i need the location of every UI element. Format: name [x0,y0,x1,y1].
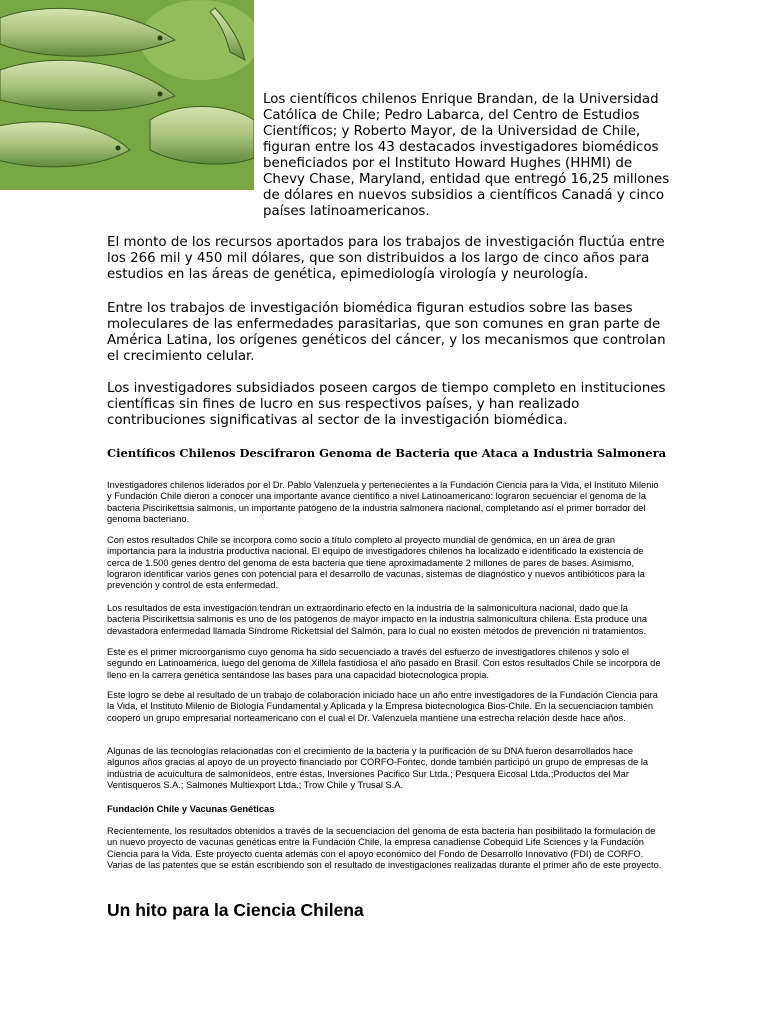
intro-paragraph-3: Entre los trabajos de investigación biomédica figuran estudios sobre las bases moleculares de las enfermedades parasitarias, que son comunes en gran parte de América Latina, los orígenes genéticos del cáncer, y los mecanismos que controlan el crecimiento celular. [107,301,666,364]
article-paragraph-3: Los resultados de esta investigación tendrán un extraordinario efecto en la industria de la salmonicultura nacional, dado que la bacteria Piscirikettsia salmonis es uno de los patógenos de mayor impacto en la industria salmonicultura chilena. Esta produce una devastadora enfermedad llamada Síndrome Rickettsial del Salmón, para lo cual no existen métodos de prevención ni tratamientos. [107,603,648,636]
article-subheading: Fundación Chile y Vacunas Genéticas [107,804,275,814]
article-heading: Científicos Chilenos Descifraron Genoma de Bacteria que Ataca a Industria Salmonera [107,446,667,460]
intro-paragraph-2: El monto de los recursos aportados para los trabajos de investigación fluctúa entre los 266 mil y 450 mil dólares, que son distribuidos a los largo de cinco años para estudios en las áreas de genética, epimediología virología y neurología. [107,235,665,282]
section-heading: Un hito para la Ciencia Chilena [107,900,364,920]
intro-paragraph-4: Los investigadores subsidiados poseen cargos de tiempo completo en instituciones científicas sin fines de lucro en sus respectivos países, y han realizado contribuciones significativas al sector de la investigación biomédica. [107,381,666,428]
article-paragraph-2: Con estos resultados Chile se incorpora como socio a título completo al proyecto mundial de genómica, en un área de gran importancia para la industria productiva nacional. El equipo de investigadores chilenos ha localizado e identificado la existencia de cerca de 1.500 genes dentro del genoma de esta bacteria que tiene aproximadamente 2 millones de pares de bases. Asimismo, lograron identificar varios genes con potencial para el desarrollo de vacunas, sistemas de diagnóstico y nuevos antibióticos para la prevención y control de esta enfermedad. [107,535,645,591]
article-paragraph-4: Este es el primer microorganismo cuyo genoma ha sido secuenciado a través del esfuerzo de investigadores chilenos y solo el segundo en Latinoamérica, luego del genoma de Xillela fastidiosa el año pasado en Brasil. Con estos resultados Chile se incorpora de lleno en la carrera genética sentándose las bases para una capacidad biotecnologica propia. [107,647,661,680]
intro-text: Los científicos chilenos Enrique Brandan, de la Universidad Católica de Chile; Pedro Labarca, del Centro de Estudios Científicos; y Roberto Mayor, de la Universidad de Chile, figuran entre los 43 destacados investigadores biomédicos beneficiados por el Instituto Howard Hughes (HHMI) de Chevy Chase, Maryland, entidad que entregó 16,25 millones de dólares en nuevos subsidios a científicos Canadá y cinco países latinoamericanos. [263,92,670,219]
article-paragraph-1: Investigadores chilenos liderados por el Dr. Pablo Valenzuela y pertenecientes a la Fundación Ciencia para la Vida, el Instituto Milenio y Fundación Chile dieron a conocer una importante avance científico a nivel Latinoamericano: lograron secuenciar el genoma de la bacteria Piscirikettsia salmonis, un importante patógeno de la industria salmonera nacional, completando así el primer borrador del genoma bacteriano. [107,480,659,524]
intro-paragraph-1 [107,92,677,220]
article-closing-paragraph: Recientemente, los resultados obtenidos a través de la secuenciacion del genoma de esta bacteria han posibilitado la formulación de un nuevo proyecto de vacunas genéticas entre la Fundación Chile, la empresa canadiense Cobequid Life Sciences y la Fundación Ciencia para la Vida. Este proyecto cuenta además con el apoyo económico del Fondo de Desarrollo Innovativo (FDI) de CORFO. Varias de las patentes que se están escribiendo son el resultado de investigaciones realizadas durante el primer año de este proyecto. [107,826,662,870]
article-paragraph-6: Algunas de las tecnologías relacionadas con el crecimiento de la bacteria y la purificación de su DNA fueron desarrollados hace algunos años gracias al apoyo de un proyecto financiado por CORFO-Fontec, donde también participó un grupo de empresas de la industria de acuicultura de salmonídeos, entre éstas, Inversiones Pacifico Sur Ltda.; Pesquera Eicosal Ltda.;Productos del Mar Ventisqueros S.A.; Salmones Multiexport Ltda.; Trow Chile y Trusal S.A. [107,746,649,790]
article-paragraph-5: Este logro se debe al resultado de un trabajo de colaboración iniciado hace un año entre investigadores de la Fundación Ciencia para la Vida, el Instituto Milenio de Biología Fundamental y Aplicada y la Empresa biotecnologica Bios-Chile. En la secuenciacion también cooperó un grupo empresarial norteamericano con el cual el Dr. Valenzuela mantiene una estrecha relación desde hace años. [107,690,658,723]
